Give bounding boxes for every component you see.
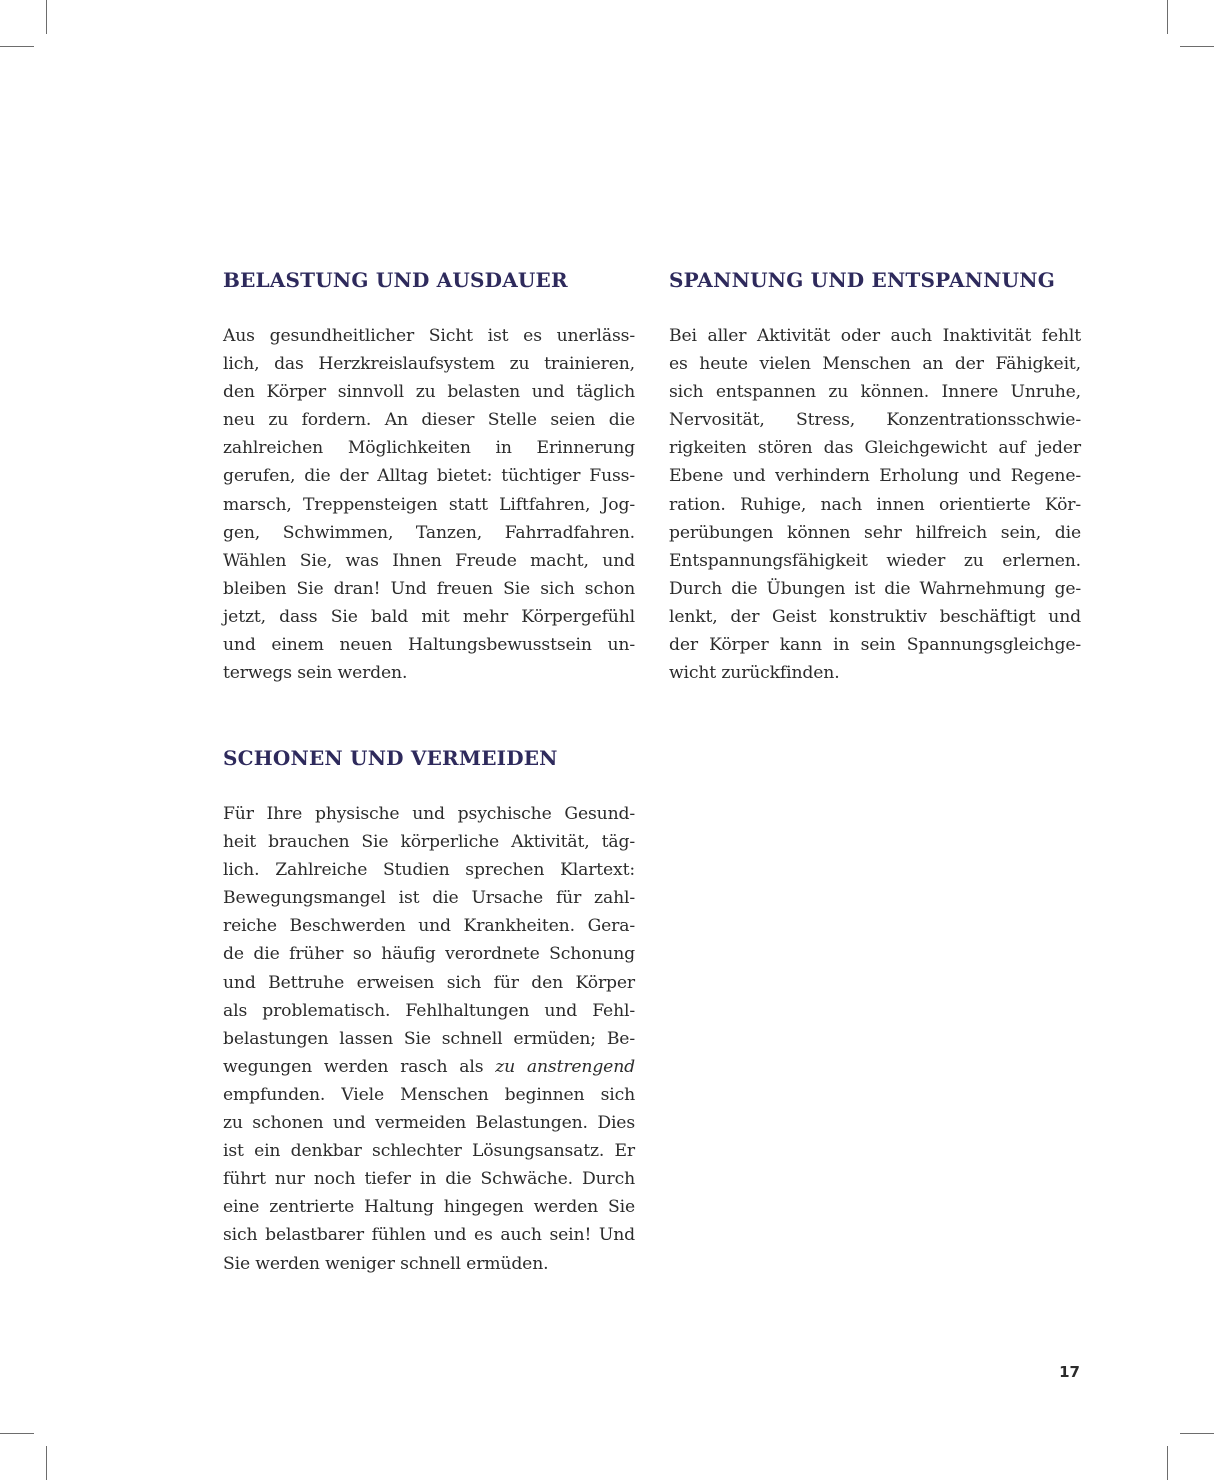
section-heading: SCHONEN UND VERMEIDEN	[223, 746, 558, 770]
text-line: sich entspannen zu können. Innere Unruhe,	[669, 382, 1081, 403]
crop-mark	[0, 46, 34, 47]
crop-mark	[1180, 46, 1214, 47]
text-line: lenkt, der Geist konstruktiv beschäftigt und	[669, 606, 1081, 627]
text-line: Aus gesundheitlicher Sicht ist es unerläss-	[223, 326, 635, 346]
crop-mark	[1167, 0, 1168, 34]
text-line: terwegs sein werden.	[223, 663, 408, 684]
text-line: Bei aller Aktivität oder auch Inaktivität fehlt	[669, 326, 1081, 346]
section-body	[223, 322, 635, 687]
section-body	[669, 322, 1081, 687]
text-line: Wählen Sie, was Ihnen Freude macht, und	[223, 550, 635, 571]
text-line: zu schonen und vermeiden Belastungen. Dies	[223, 1113, 635, 1134]
text-line: marsch, Treppensteigen statt Liftfahren, Jog-	[223, 494, 635, 515]
text-line: rigkeiten stören das Gleichgewicht auf jeder	[669, 438, 1081, 459]
text-line: Bewegungsmangel ist die Ursache für zahl-	[223, 888, 635, 909]
crop-mark	[1167, 1446, 1168, 1480]
text-line: eine zentrierte Haltung hingegen werden Sie	[223, 1197, 635, 1218]
text-line: den Körper sinnvoll zu belasten und täglich	[223, 382, 635, 403]
text-line: bleiben Sie dran! Und freuen Sie sich schon	[223, 578, 635, 599]
text-line: und einem neuen Haltungsbewusstsein un-	[223, 635, 635, 656]
text-line: heit brauchen Sie körperliche Aktivität, täg-	[223, 832, 635, 853]
text-line: Ebene und verhindern Erholung und Regene-	[669, 466, 1081, 487]
text-line: und Bettruhe erweisen sich für den Körper	[223, 972, 635, 993]
section-body	[223, 800, 635, 1278]
text-line: ration. Ruhige, nach innen orientierte Kör-	[669, 494, 1081, 515]
text-line	[223, 1053, 635, 1081]
text-line: Entspannungsfähigkeit wieder zu erlernen.	[669, 550, 1081, 571]
text-line: jetzt, dass Sie bald mit mehr Körpergefühl	[223, 606, 635, 627]
text-line: zahlreichen Möglichkeiten in Erinnerung	[223, 438, 635, 459]
section-belastung	[223, 266, 635, 687]
page-number: 17	[1059, 1363, 1080, 1381]
text-line: empfunden. Viele Menschen beginnen sich	[223, 1084, 635, 1105]
text-line: lich, das Herzkreislaufsystem zu trainieren,	[223, 354, 635, 375]
text-line: sich belastbarer fühlen und es auch sein! Und	[223, 1225, 635, 1246]
text-segment: wegungen werden rasch als	[223, 1056, 484, 1077]
text-line: belastungen lassen Sie schnell ermüden; Be-	[223, 1028, 635, 1049]
crop-mark	[1180, 1433, 1214, 1434]
text-line: ist ein denkbar schlechter Lösungsansatz. Er	[223, 1141, 635, 1162]
section-schonen	[223, 744, 635, 1278]
text-line: Sie werden weniger schnell ermüden.	[223, 1253, 549, 1274]
crop-mark	[46, 0, 47, 34]
section-heading: BELASTUNG UND AUSDAUER	[223, 268, 568, 292]
text-line: de die früher so häufig verordnete Schonung	[223, 944, 635, 965]
section-spannung	[669, 266, 1081, 687]
text-line: reiche Beschwerden und Krankheiten. Gera-	[223, 916, 635, 937]
text-line: perübungen können sehr hilfreich sein, die	[669, 522, 1081, 543]
text-line: wicht zurückfinden.	[669, 663, 840, 684]
emphasis-text: zu anstrengend	[495, 1056, 635, 1077]
section-heading: SPANNUNG UND ENTSPANNUNG	[669, 268, 1056, 292]
text-line: gerufen, die der Alltag bietet: tüchtiger Fuss-	[223, 466, 635, 487]
text-line: gen, Schwimmen, Tanzen, Fahrradfahren.	[223, 522, 635, 543]
text-line: es heute vielen Menschen an der Fähigkeit,	[669, 354, 1081, 375]
text-line: Nervosität, Stress, Konzentrationsschwie-	[669, 410, 1081, 431]
text-line: als problematisch. Fehlhaltungen und Fehl-	[223, 1000, 635, 1021]
text-line: führt nur noch tiefer in die Schwäche. Durch	[223, 1169, 635, 1190]
crop-mark	[46, 1446, 47, 1480]
text-line: Für Ihre physische und psychische Gesund-	[223, 804, 635, 824]
text-line: lich. Zahlreiche Studien sprechen Klartext:	[223, 860, 635, 881]
text-line: Durch die Übungen ist die Wahrnehmung ge-	[669, 578, 1081, 599]
crop-mark	[0, 1433, 34, 1434]
text-line: der Körper kann in sein Spannungsgleichge-	[669, 635, 1081, 656]
text-line: neu zu fordern. An dieser Stelle seien die	[223, 410, 635, 431]
